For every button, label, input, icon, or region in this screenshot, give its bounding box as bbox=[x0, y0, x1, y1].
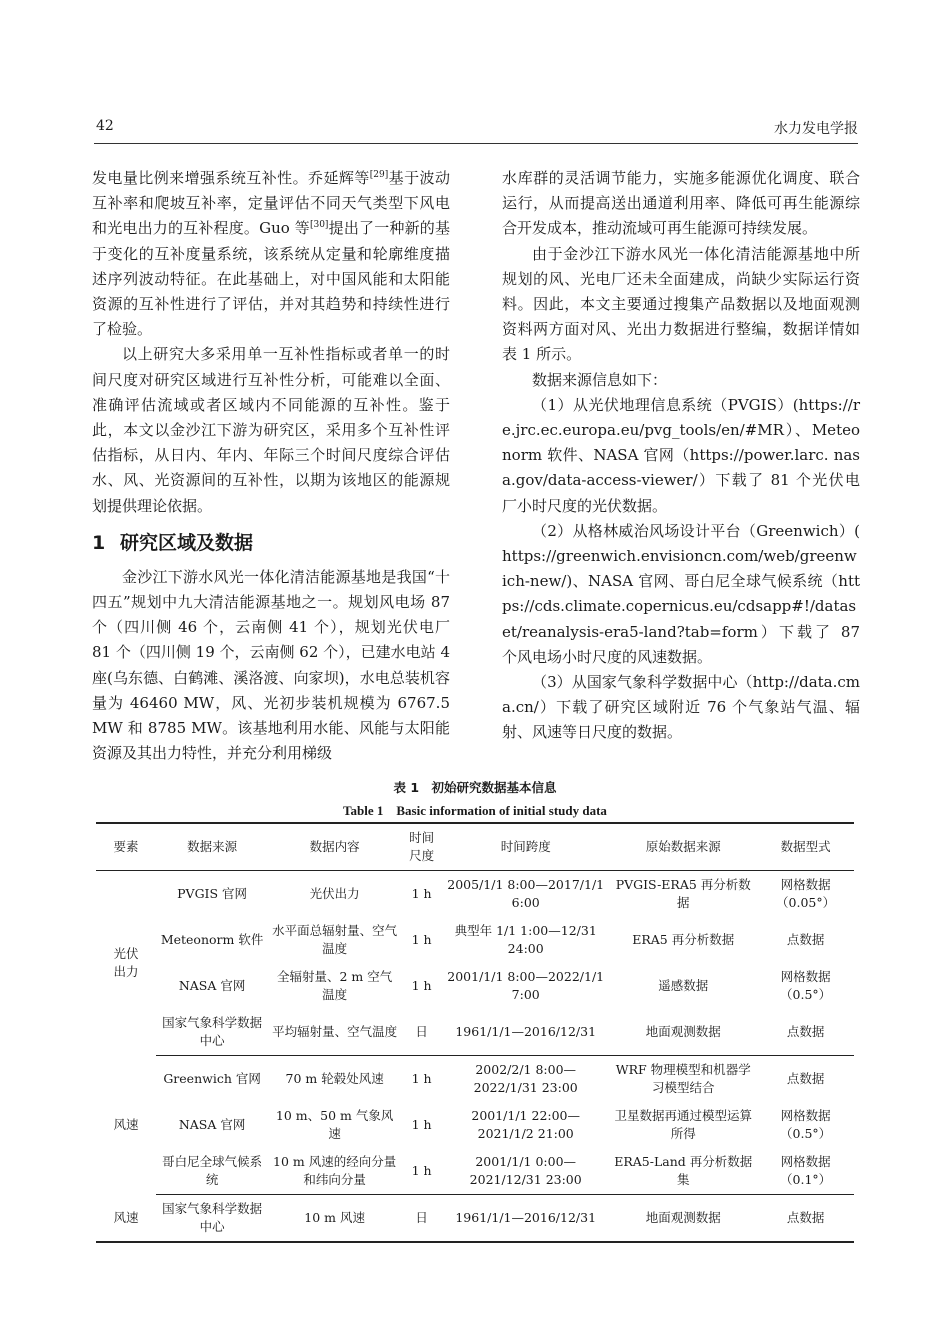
header-cell: 时间尺度 bbox=[401, 823, 442, 871]
text-run: 提出了一种新的基于变化的互补度量系统，该系统从定量和轮廓维度描述序列波动特征。在此基础上，对中国风能和太阳能资源的互补性进行了评估，并对其趋势和持续性进行了检验。 bbox=[92, 219, 450, 339]
table-cell: 水平面总辐射量、空气温度 bbox=[272, 923, 398, 956]
table-cell: 典型年 1/1 1:00—12/31 24:00 bbox=[454, 923, 597, 956]
table-cell: 网格数据（0.5°） bbox=[780, 969, 832, 1002]
table-cell: 10 m 风速 bbox=[268, 1195, 401, 1243]
table-cell: 平均辐射量、空气温度 bbox=[268, 1009, 401, 1056]
table-cell: NASA 官网 bbox=[178, 1117, 246, 1132]
table-cell: 网格数据（0.1°） bbox=[757, 1148, 854, 1195]
table-row bbox=[96, 917, 854, 963]
table-cell: 卫星数据再通过模型运算所得 bbox=[614, 1108, 752, 1141]
left-column bbox=[92, 166, 450, 766]
right-paragraph-2: 由于金沙江下游水风光一体化清洁能源基地中所规划的风、光电厂还未全面建成，尚缺少实际运行资料。因此，本文主要通过搜集产品数据以及地面观测资料两方面对风、光出力数据进行整编，数据详情如表 1 所示。 bbox=[502, 244, 860, 364]
table-body bbox=[96, 871, 854, 1243]
right-paragraph-1: 水库群的灵活调节能力，实施多能源优化调度、联合运行，从而提高送出通道利用率、降低可再生能源综合开发成本，推动流域可再生能源可持续发展。 bbox=[502, 169, 860, 238]
table-row bbox=[96, 1148, 854, 1195]
table-cell: 2001/1/1 0:00—2021/12/31 23:00 bbox=[442, 1148, 609, 1195]
header-cell: 数据来源 bbox=[156, 823, 268, 871]
page-number: 42 bbox=[96, 118, 114, 134]
table-cell: 10 m、50 m 气象风速 bbox=[275, 1108, 394, 1141]
table-row bbox=[96, 871, 854, 918]
header-rule bbox=[94, 143, 858, 144]
left-paragraph-2: 以上研究大多采用单一互补性指标或者单一的时间尺度对研究区域进行互补性分析，可能难以全面、准确评估流域或者区域内不同能源的互补性。鉴于此，本文以金沙江下游为研究区，采用多个互补性评估指标，从日内、年内、年际三个时间尺度综合评估水、风、光资源间的互补性，以期为该地区的能源规划提供理论依据。 bbox=[92, 345, 450, 515]
table-cell: 2001/1/1 8:00—2022/1/1 7:00 bbox=[447, 969, 605, 1002]
table-cell: 1 h bbox=[411, 932, 432, 947]
table-cell: 1 h bbox=[411, 886, 432, 901]
table-cell: ERA5 再分析数据 bbox=[632, 932, 735, 947]
table-cell: 1 h bbox=[411, 1071, 432, 1086]
factor-cell: 风速 bbox=[96, 1195, 156, 1243]
table-cell: 1961/1/1—2016/12/31 bbox=[442, 1195, 609, 1243]
table-cell: ERA5-Land 再分析数据集 bbox=[609, 1148, 757, 1195]
right-paragraph-3: 数据来源信息如下： bbox=[532, 370, 668, 389]
table-cell: 网格数据（0.5°） bbox=[780, 1108, 832, 1141]
right-paragraph-5: （2）从格林威治风场设计平台（Greenwich）( https://greenwich.envisioncn.com/web/greenwich-new/)、NASA 官网、哥白尼全球气候系统（https://cds.climate.copernicus.eu/cdsapp#!/dataset/reanalysis-era5-land?tab=form）下载了 87 个风电场小时尺度的风速数据。 bbox=[502, 521, 860, 666]
header-cell: 原始数据来源 bbox=[609, 823, 757, 871]
table-cell: 地面观测数据 bbox=[609, 1009, 757, 1056]
citation: [29] bbox=[369, 170, 389, 180]
table-cell: 国家气象科学数据中心 bbox=[156, 1195, 268, 1243]
data-table bbox=[96, 822, 854, 1243]
header-cell: 数据内容 bbox=[268, 823, 401, 871]
table-cell: Meteonorm 软件 bbox=[160, 932, 264, 947]
table-cell: 1 h bbox=[411, 978, 432, 993]
right-paragraph-4: （1）从光伏地理信息系统（PVGIS）(https://re.jrc.ec.europa.eu/pvg_tools/en/#MR）、Meteonorm 软件、NASA 官网（https://power.larc. nasa.gov/data-access-viewer/）下载了 81 个光伏电厂小时尺度的光伏数据。 bbox=[502, 395, 860, 515]
table-cell: 70 m 轮毂处风速 bbox=[285, 1071, 384, 1086]
section-title: 研究区域及数据 bbox=[120, 531, 254, 554]
header-cell: 要素 bbox=[96, 823, 156, 871]
section-heading bbox=[92, 529, 450, 557]
table-row bbox=[96, 1102, 854, 1148]
table-cell: 10 m 风速的经向分量和纬向分量 bbox=[268, 1148, 401, 1195]
table-row bbox=[96, 963, 854, 1009]
text-run: 发电量比例来增强系统互补性。乔延辉等 bbox=[92, 169, 370, 187]
table-cell: 1 h bbox=[401, 1148, 442, 1195]
left-paragraph-1 bbox=[92, 166, 450, 342]
table-cell: NASA 官网 bbox=[178, 978, 246, 993]
factor-cell: 光伏 出力 bbox=[113, 946, 139, 980]
journal-name: 水力发电学报 bbox=[774, 121, 858, 137]
table-header-row bbox=[96, 823, 854, 871]
table-cell: 点数据 bbox=[757, 1195, 854, 1243]
table-cell: 1 h bbox=[411, 1117, 432, 1132]
table-cell: 1961/1/1—2016/12/31 bbox=[442, 1009, 609, 1056]
table-cell: 遥感数据 bbox=[658, 978, 709, 993]
section-number: 1 bbox=[92, 531, 106, 554]
table-cell: 哥白尼全球气候系统 bbox=[156, 1148, 268, 1195]
data-table-wrapper bbox=[96, 822, 854, 1243]
table-cell: 点数据 bbox=[786, 1071, 825, 1086]
table-cell: 地面观测数据 bbox=[609, 1195, 757, 1243]
factor-cell: 风速 bbox=[113, 1117, 139, 1132]
right-column bbox=[502, 166, 860, 746]
table-cell: WRF 物理模型和机器学习模型结合 bbox=[615, 1062, 751, 1095]
table-row bbox=[96, 1195, 854, 1243]
citation: [30] bbox=[309, 220, 329, 231]
table-cell: 2002/2/1 8:00—2022/1/31 23:00 bbox=[473, 1062, 578, 1095]
table-cell: PVGIS 官网 bbox=[177, 886, 248, 901]
table-cell: 全辐射量、2 m 空气温度 bbox=[276, 969, 393, 1002]
text-run: 基于波动互补率和爬坡互补率，定量评估不同天气类型下风电和光电出力的互补程度。Guo 等 bbox=[92, 169, 450, 238]
header-cell: 数据型式 bbox=[757, 823, 854, 871]
table-cell: 日 bbox=[401, 1009, 442, 1056]
table-cell: 点数据 bbox=[757, 1009, 854, 1056]
table-cell: 国家气象科学数据中心 bbox=[156, 1009, 268, 1056]
table-cell: 2001/1/1 22:00—2021/1/2 21:00 bbox=[471, 1108, 581, 1141]
table-caption-cn: 表 1 初始研究数据基本信息 bbox=[393, 780, 557, 795]
table-cell: 2005/1/1 8:00—2017/1/1 6:00 bbox=[447, 877, 605, 910]
table-cell: 点数据 bbox=[786, 932, 825, 947]
table-cell: 光伏出力 bbox=[309, 886, 360, 901]
table-cell: 网格数据（0.05°） bbox=[776, 877, 836, 910]
left-paragraph-3: 金沙江下游水风光一体化清洁能源基地是我国“十四五”规划中九大清洁能源基地之一。规划风电场 87 个（四川侧 46 个，云南侧 41 个），规划光伏电厂 81 个（四川侧 19 个，云南侧 62 个），已建水电站 4 座(乌东德、白鹤滩、溪洛渡、向家坝)，水电总装机容量为 46460 MW，风、光初步装机规模为 6767.5 MW 和 8785 MW。该基地利用水能、风能与太阳能资源及其出力特性，并充分利用梯级 bbox=[92, 567, 450, 763]
table-cell: Greenwich 官网 bbox=[163, 1071, 261, 1086]
table-row bbox=[96, 1009, 854, 1056]
table-row bbox=[96, 1056, 854, 1103]
table-cell: 日 bbox=[401, 1195, 442, 1243]
table-cell: PVGIS-ERA5 再分析数据 bbox=[615, 877, 751, 910]
header-cell: 时间跨度 bbox=[442, 823, 609, 871]
right-paragraph-6: （3）从国家气象科学数据中心（http://data.cma.cn/）下载了研究区域附近 76 个气象站气温、辐射、风速等日尺度的数据。 bbox=[502, 673, 860, 742]
table-caption-en: Table 1 Basic information of initial study data bbox=[343, 803, 607, 818]
